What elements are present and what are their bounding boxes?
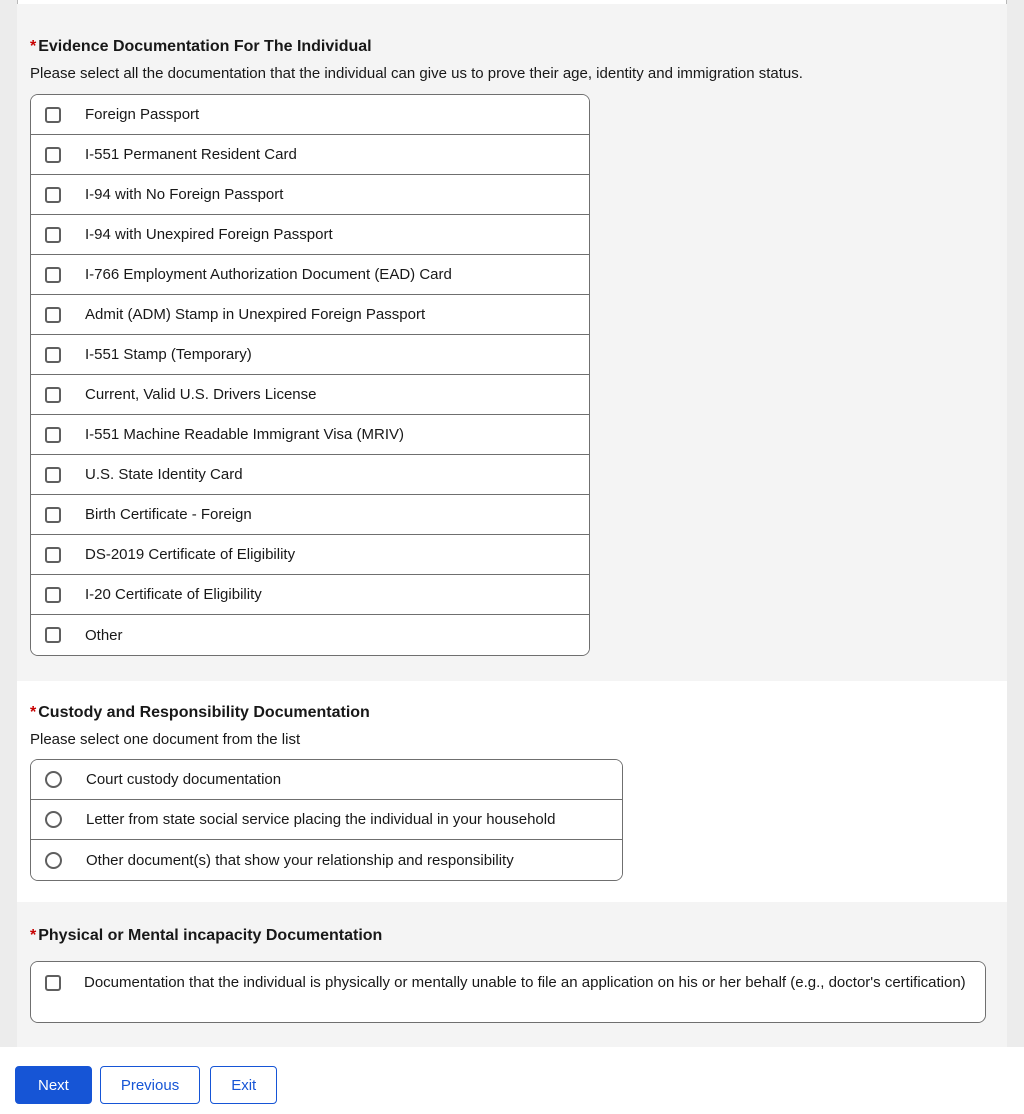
checkbox-option-row[interactable]	[31, 495, 589, 535]
incapacity-option-checkbox[interactable]	[45, 975, 61, 991]
evidence-option-checkbox[interactable]	[45, 587, 61, 603]
evidence-option-checkbox[interactable]	[45, 467, 61, 483]
section-custody-documentation	[17, 681, 1007, 902]
evidence-option-checkbox[interactable]	[45, 187, 61, 203]
option-label: DS-2019 Certificate of Eligibility	[85, 546, 296, 563]
exit-button[interactable]: Exit	[210, 1066, 277, 1104]
option-label: I-551 Stamp (Temporary)	[85, 346, 252, 363]
radio-option-row[interactable]	[31, 800, 622, 840]
section-subtitle: Please select one document from the list	[30, 731, 301, 748]
required-asterisk: *	[30, 38, 37, 55]
evidence-option-checkbox[interactable]	[45, 107, 61, 123]
section-title-text: Physical or Mental incapacity Documentation	[38, 927, 383, 944]
custody-option-radio[interactable]	[45, 771, 62, 788]
option-label: Other	[85, 626, 123, 644]
incapacity-checkbox-list	[30, 961, 986, 1023]
option-label: I-551 Permanent Resident Card	[85, 146, 297, 163]
option-label: I-94 with No Foreign Passport	[85, 186, 284, 203]
section-title	[30, 703, 994, 723]
evidence-option-checkbox[interactable]	[45, 547, 61, 563]
custody-radio-list	[30, 759, 623, 881]
section-title-text: Custody and Responsibility Documentation	[38, 704, 370, 721]
evidence-option-checkbox[interactable]	[45, 507, 61, 523]
option-label: I-551 Machine Readable Immigrant Visa (MRIV)	[85, 426, 405, 443]
checkbox-option-row[interactable]	[31, 215, 589, 255]
evidence-checkbox-list	[30, 94, 590, 656]
checkbox-option-row[interactable]	[31, 455, 589, 495]
section-evidence-documentation	[17, 4, 1007, 681]
option-label: U.S. State Identity Card	[85, 466, 243, 483]
evidence-option-checkbox[interactable]	[45, 427, 61, 443]
evidence-option-checkbox[interactable]	[45, 307, 61, 323]
option-label: Foreign Passport	[85, 106, 200, 123]
evidence-option-checkbox[interactable]	[45, 387, 61, 403]
option-label: Other document(s) that show your relationship and responsibility	[86, 851, 514, 869]
checkbox-option-row[interactable]	[31, 962, 985, 1022]
option-label: Court custody documentation	[86, 771, 282, 788]
custody-option-radio[interactable]	[45, 811, 62, 828]
checkbox-option-row[interactable]	[31, 175, 589, 215]
option-label: I-766 Employment Authorization Document (EAD) Card	[85, 266, 452, 283]
checkbox-option-row[interactable]	[31, 255, 589, 295]
radio-option-row[interactable]	[31, 840, 622, 880]
section-subtitle: Please select all the documentation that the individual can give us to prove their age, identity and immigration status.	[30, 65, 803, 82]
next-button[interactable]: Next	[15, 1066, 92, 1104]
form-navigation-bar	[0, 1047, 1024, 1114]
checkbox-option-row[interactable]	[31, 295, 589, 335]
section-incapacity-documentation	[17, 902, 1007, 1047]
section-title	[30, 926, 994, 946]
radio-option-row[interactable]	[31, 760, 622, 800]
required-asterisk: *	[30, 704, 37, 721]
checkbox-option-row[interactable]	[31, 415, 589, 455]
evidence-option-checkbox[interactable]	[45, 267, 61, 283]
checkbox-option-row[interactable]	[31, 575, 589, 615]
custody-option-radio[interactable]	[45, 852, 62, 869]
option-label: I-20 Certificate of Eligibility	[85, 586, 262, 603]
option-label: Admit (ADM) Stamp in Unexpired Foreign Passport	[85, 306, 426, 323]
required-asterisk: *	[30, 927, 37, 944]
checkbox-option-row[interactable]	[31, 95, 589, 135]
checkbox-option-row[interactable]	[31, 535, 589, 575]
checkbox-option-row[interactable]	[31, 335, 589, 375]
option-label: I-94 with Unexpired Foreign Passport	[85, 226, 333, 243]
checkbox-option-row[interactable]	[31, 135, 589, 175]
checkbox-option-row[interactable]	[31, 615, 589, 655]
evidence-option-checkbox[interactable]	[45, 147, 61, 163]
evidence-option-checkbox[interactable]	[45, 627, 61, 643]
option-label: Documentation that the individual is physically or mentally unable to file an application on his or her behalf (e.g., doctor's certification)	[84, 974, 966, 991]
evidence-option-checkbox[interactable]	[45, 347, 61, 363]
previous-button[interactable]: Previous	[100, 1066, 200, 1104]
evidence-option-checkbox[interactable]	[45, 227, 61, 243]
option-label: Current, Valid U.S. Drivers License	[85, 386, 317, 403]
checkbox-option-row[interactable]	[31, 375, 589, 415]
option-label: Birth Certificate - Foreign	[85, 506, 252, 523]
section-title	[30, 37, 994, 57]
section-title-text: Evidence Documentation For The Individual	[38, 38, 372, 55]
option-label: Letter from state social service placing the individual in your household	[86, 811, 556, 828]
